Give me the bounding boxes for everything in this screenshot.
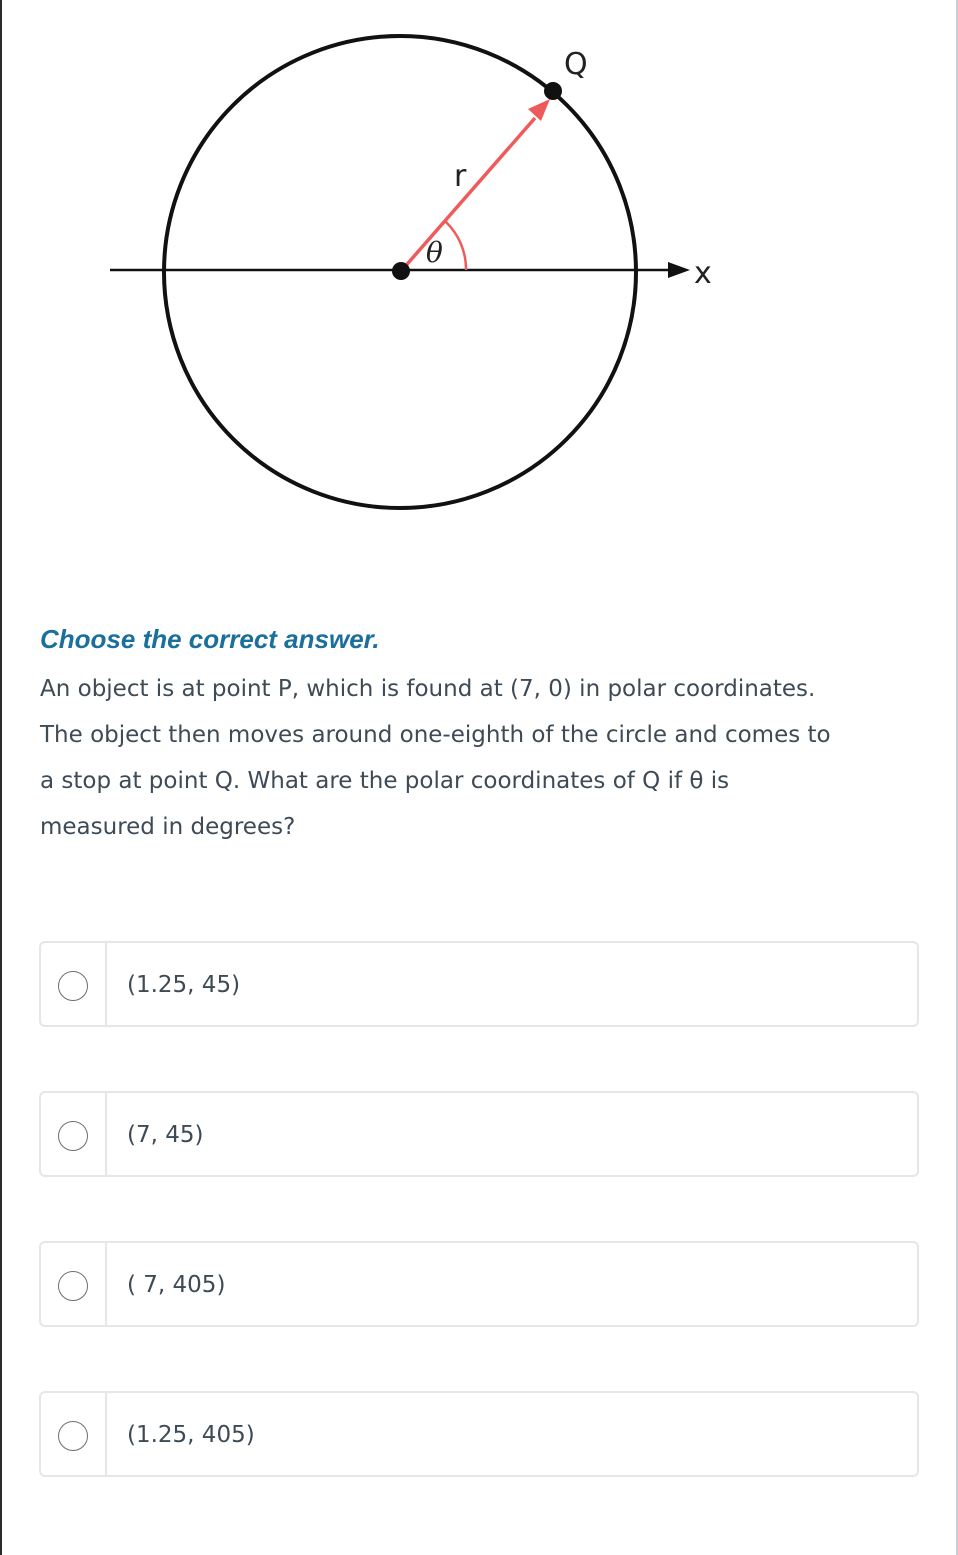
radius-vector bbox=[402, 118, 535, 270]
radius-vector-arrowhead bbox=[528, 99, 550, 121]
answer-choice-2[interactable] bbox=[39, 1091, 919, 1177]
polar-diagram bbox=[0, 0, 958, 560]
center-point bbox=[392, 262, 410, 280]
answer-choice-1[interactable] bbox=[39, 941, 919, 1027]
radio-cell bbox=[41, 1393, 107, 1475]
answer-choice-label: ( 7, 405) bbox=[127, 1272, 226, 1298]
radius-label: r bbox=[454, 159, 467, 194]
question-text bbox=[40, 666, 915, 850]
radio-button-icon[interactable] bbox=[58, 1121, 88, 1151]
question-line: The object then moves around one-eighth of the circle and comes to bbox=[40, 722, 831, 748]
answer-choice-label: (1.25, 405) bbox=[127, 1422, 255, 1448]
x-axis-label: x bbox=[694, 256, 712, 291]
instruction-text: Choose the correct answer. bbox=[40, 624, 380, 654]
radio-button-icon[interactable] bbox=[58, 1271, 88, 1301]
radio-cell bbox=[41, 943, 107, 1025]
x-axis-arrowhead bbox=[668, 262, 690, 278]
point-q-label: Q bbox=[564, 47, 588, 82]
answer-choices bbox=[39, 941, 919, 1541]
angle-label: θ bbox=[426, 236, 443, 269]
answer-choice-4[interactable] bbox=[39, 1391, 919, 1477]
radio-button-icon[interactable] bbox=[58, 971, 88, 1001]
point-q-marker bbox=[544, 82, 562, 100]
answer-choice-3[interactable] bbox=[39, 1241, 919, 1327]
question-line: measured in degrees? bbox=[40, 814, 296, 840]
answer-choice-label: (1.25, 45) bbox=[127, 972, 241, 998]
polar-diagram-svg bbox=[0, 0, 958, 560]
question-line: a stop at point Q. What are the polar coordinates of Q if θ is bbox=[40, 768, 730, 794]
radio-cell bbox=[41, 1093, 107, 1175]
question-line: An object is at point P, which is found at (7, 0) in polar coordinates. bbox=[40, 676, 816, 702]
radio-cell bbox=[41, 1243, 107, 1325]
radio-button-icon[interactable] bbox=[58, 1421, 88, 1451]
answer-choice-label: (7, 45) bbox=[127, 1122, 204, 1148]
angle-arc bbox=[446, 222, 466, 270]
